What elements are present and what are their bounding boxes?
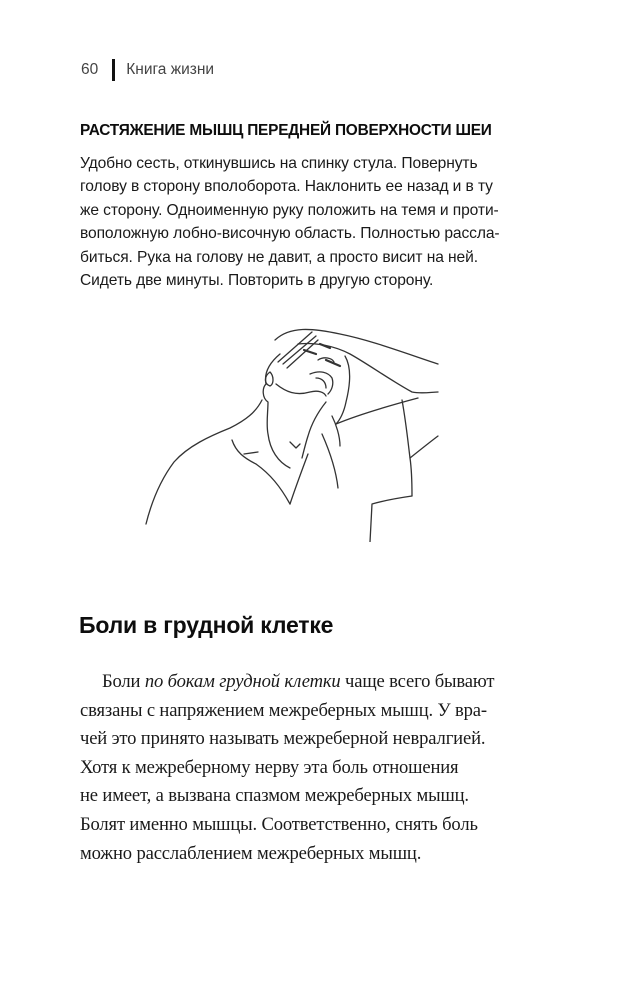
body-text-line: чей это принято называть межреберной невралгией. [80,728,486,750]
exercise-text-line: биться. Рука на голову не давит, а просто висит на ней. [80,248,478,266]
section-body [80,668,560,868]
exercise-text-line: Сидеть две минуты. Повторить в другую сторону. [80,272,434,290]
body-text-line: связаны с напряжением межреберных мышц. У вра- [80,699,487,721]
body-text-line: можно расслаблением межреберных мышц. [80,842,422,864]
section-heading: Боли в грудной клетке [79,612,334,638]
body-text-end: чаще всего бывают [340,671,495,692]
body-text-line: Хотя к межреберному нерву эта боль отношения [80,756,459,778]
body-text-start: Боли [102,671,145,692]
exercise-text-line: воположную лобно-височную область. Полностью рассла- [80,225,500,243]
exercise-block [80,122,556,292]
neck-stretch-illustration [140,312,440,542]
exercise-title: РАСТЯЖЕНИЕ МЫШЦ ПЕРЕДНЕЙ ПОВЕРХНОСТИ ШЕИ [80,122,492,139]
header-divider [112,59,115,81]
italic-emphasis: по бокам грудной клетки [144,671,341,692]
book-title: Книга жизни [126,61,215,78]
exercise-text-line: же сторону. Одноименную руку положить на темя и проти- [80,201,499,219]
running-head [81,58,214,82]
page-number: 60 [81,61,99,78]
body-text-line [80,668,560,697]
body-text-line: Болят именно мышцы. Соответственно, снять боль [80,813,478,835]
exercise-text-line: голову в сторону вполоборота. Наклонить ее назад и в ту [80,178,493,196]
exercise-text-line: Удобно сесть, откинувшись на спинку стула. Повернуть [80,155,478,172]
body-text-line: не имеет, а вызвана спазмом межреберных мышц. [80,785,469,807]
